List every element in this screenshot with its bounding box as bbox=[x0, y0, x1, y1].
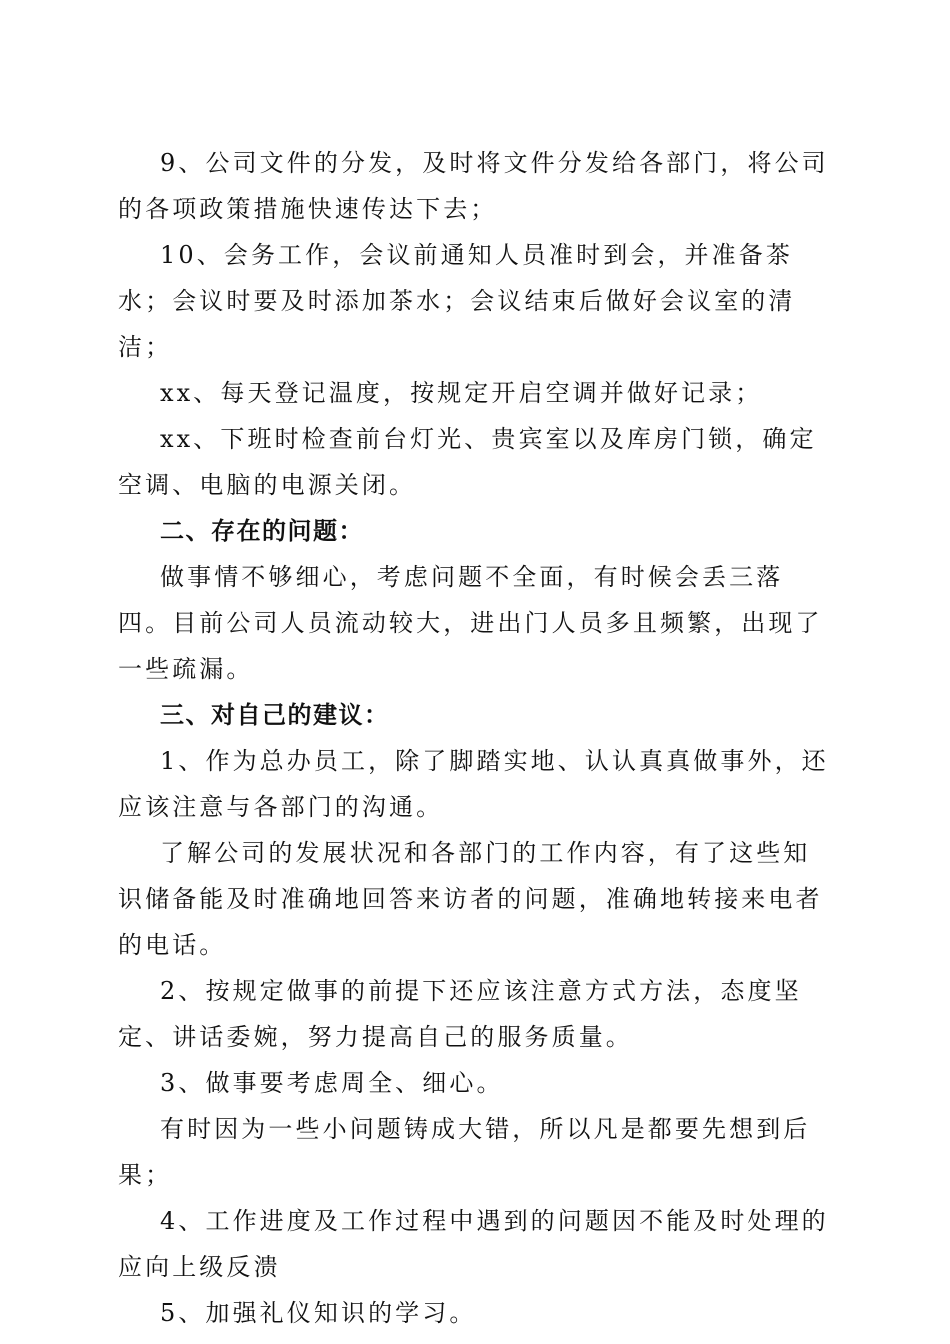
suggestion-3: 3、做事要考虑周全、细心。 bbox=[160, 1069, 504, 1097]
paragraph-item-temperature: xx、每天登记温度，按规定开启空调并做好记录； bbox=[160, 379, 763, 407]
suggestion-3-detail: 有时因为一些小问题铸成大错，所以凡是都要先想到后果； bbox=[118, 1115, 811, 1189]
suggestion-2: 2、按规定做事的前提下还应该注意方式方法，态度坚定、讲话委婉，努力提高自己的服务质量。 bbox=[118, 977, 802, 1051]
paragraph-item-10: 10、会务工作，会议前通知人员准时到会，并准备茶水；会议时要及时添加茶水；会议结束后做好会议室的清洁； bbox=[118, 241, 796, 361]
document-body bbox=[118, 140, 836, 1336]
suggestion-1-detail: 了解公司的发展状况和各部门的工作内容，有了这些知识储备能及时准确地回答来访者的问题，准确地转接来电者的电话。 bbox=[118, 839, 823, 959]
paragraph-item-closing-check: xx、下班时检查前台灯光、贵宾室以及库房门锁，确定空调、电脑的电源关闭。 bbox=[118, 425, 817, 499]
suggestion-1: 1、作为总办员工，除了脚踏实地、认认真真做事外，还应该注意与各部门的沟通。 bbox=[118, 747, 829, 821]
suggestion-4: 4、工作进度及工作过程中遇到的问题因不能及时处理的应向上级反溃 bbox=[118, 1207, 829, 1281]
section-heading-problems: 二、存在的问题： bbox=[160, 517, 364, 545]
paragraph-item-9: 9、公司文件的分发，及时将文件分发给各部门，将公司的各项政策措施快速传达下去； bbox=[118, 149, 829, 223]
problems-paragraph: 做事情不够细心，考虑问题不全面，有时候会丢三落四。目前公司人员流动较大，进出门人员多且频繁，出现了一些疏漏。 bbox=[118, 563, 823, 683]
section-heading-suggestions: 三、对自己的建议： bbox=[160, 701, 390, 729]
suggestion-5: 5、加强礼仪知识的学习。 bbox=[160, 1299, 477, 1327]
